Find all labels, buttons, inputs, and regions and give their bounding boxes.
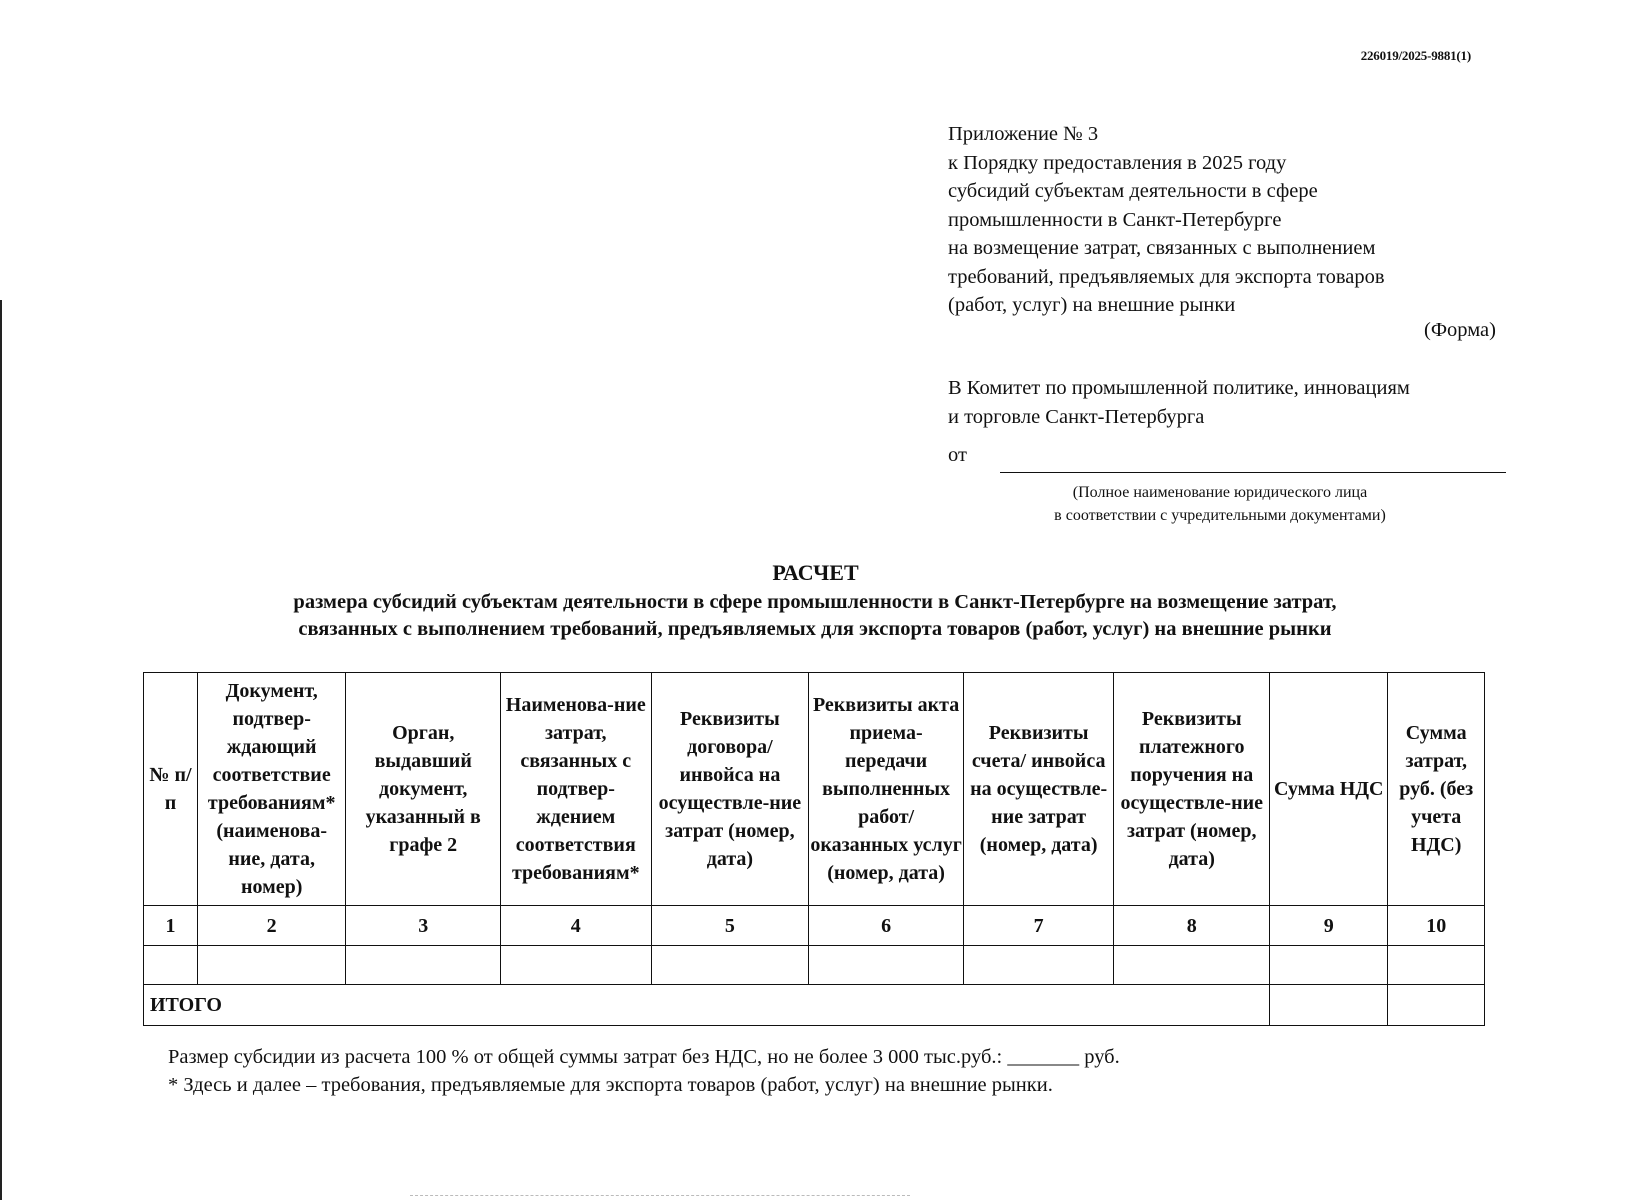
table-cell[interactable] xyxy=(651,946,809,985)
from-caption xyxy=(1000,481,1440,527)
document-subtitle xyxy=(120,589,1510,643)
column-number: 10 xyxy=(1388,906,1485,946)
table-cell[interactable] xyxy=(1114,946,1270,985)
column-number: 4 xyxy=(501,906,651,946)
column-number-row xyxy=(144,906,1485,946)
table-cell[interactable] xyxy=(1388,946,1485,985)
footer-block xyxy=(168,1043,1468,1099)
table-cell[interactable] xyxy=(346,946,501,985)
table-cell[interactable] xyxy=(501,946,651,985)
appendix-line: (работ, услуг) на внешние рынки xyxy=(948,294,1236,316)
table-cell[interactable] xyxy=(809,946,964,985)
calculation-table xyxy=(143,672,1485,1026)
appendix-line: промышленности в Санкт-Петербурге xyxy=(948,208,1282,231)
column-header: Реквизиты акта приема-передачи выполненных работ/ оказанных услуг (номер, дата) xyxy=(809,673,964,906)
column-header: Реквизиты договора/ инвойса на осуществле-ние затрат (номер, дата) xyxy=(651,673,809,906)
from-row xyxy=(948,444,1506,474)
column-number: 3 xyxy=(346,906,501,946)
total-row xyxy=(144,985,1485,1026)
subtitle-line: размера субсидий субъектам деятельности в сфере промышленности в Санкт-Петербурге на возмещение затрат, xyxy=(293,591,1337,613)
table-row xyxy=(144,946,1485,985)
column-header: № п/п xyxy=(144,673,198,906)
column-header: Документ, подтвер-ждающий соответствие требованиям* (наименова-ние, дата, номер) xyxy=(197,673,345,906)
table-cell[interactable] xyxy=(144,946,198,985)
table-cell[interactable] xyxy=(963,946,1113,985)
subsidy-size-line: Размер субсидии из расчета 100 % от общей суммы затрат без НДС, но не более 3 000 тыс.руб.: _______ руб. xyxy=(168,1046,1120,1068)
appendix-line: требований, предъявляемых для экспорта товаров xyxy=(948,265,1385,288)
from-label: от xyxy=(948,444,967,466)
appendix-line: к Порядку предоставления в 2025 году xyxy=(948,151,1287,174)
subtitle-line: связанных с выполнением требований, предъявляемых для экспорта товаров (работ, услуг) на внешние рынки xyxy=(298,618,1332,640)
table-cell[interactable] xyxy=(1270,946,1388,985)
recipient-line: В Комитет по промышленной политике, инновациям xyxy=(948,377,1410,399)
appendix-line: субсидий субъектам деятельности в сфере xyxy=(948,180,1318,202)
from-caption-line: в соответствии с учредительными документами) xyxy=(1054,507,1386,524)
footnote: * Здесь и далее – требования, предъявляемые для экспорта товаров (работ, услуг) на внешние рынки. xyxy=(168,1074,1053,1096)
form-label: (Форма) xyxy=(1424,319,1496,341)
column-header: Орган, выдавший документ, указанный в графе 2 xyxy=(346,673,501,906)
column-number: 9 xyxy=(1270,906,1388,946)
column-header: Сумма затрат, руб. (без учета НДС) xyxy=(1388,673,1485,906)
total-label: ИТОГО xyxy=(144,985,1270,1026)
column-number: 1 xyxy=(144,906,198,946)
column-number: 8 xyxy=(1114,906,1270,946)
column-number: 6 xyxy=(809,906,964,946)
total-costs-cell[interactable] xyxy=(1388,985,1485,1026)
document-title: РАСЧЕТ xyxy=(772,560,859,585)
column-header: Реквизиты счета/ инвойса на осуществле-ние затрат (номер, дата) xyxy=(963,673,1113,906)
recipient-block xyxy=(948,374,1508,431)
appendix-block xyxy=(948,120,1508,320)
appendix-line: Приложение № 3 xyxy=(948,123,1099,145)
recipient-line: и торговле Санкт-Петербурга xyxy=(948,405,1205,428)
column-number: 7 xyxy=(963,906,1113,946)
table-cell[interactable] xyxy=(197,946,345,985)
column-header: Реквизиты платежного поручения на осуществле-ние затрат (номер, дата) xyxy=(1114,673,1270,906)
document-number: 226019/2025-9881(1) xyxy=(1360,48,1471,63)
scan-artifact-line xyxy=(410,1195,910,1196)
column-number: 2 xyxy=(197,906,345,946)
total-vat-cell[interactable] xyxy=(1270,985,1388,1026)
column-header: Сумма НДС xyxy=(1270,673,1388,906)
column-number: 5 xyxy=(651,906,809,946)
scan-edge xyxy=(0,300,2,1200)
column-header: Наименова-ние затрат, связанных с подтвер-ждением соответствия требованиям* xyxy=(501,673,651,906)
appendix-line: на возмещение затрат, связанных с выполнением xyxy=(948,237,1376,259)
from-caption-line: (Полное наименование юридического лица xyxy=(1072,484,1368,501)
from-fill-line[interactable] xyxy=(1000,472,1506,473)
table-header-row xyxy=(144,673,1485,906)
